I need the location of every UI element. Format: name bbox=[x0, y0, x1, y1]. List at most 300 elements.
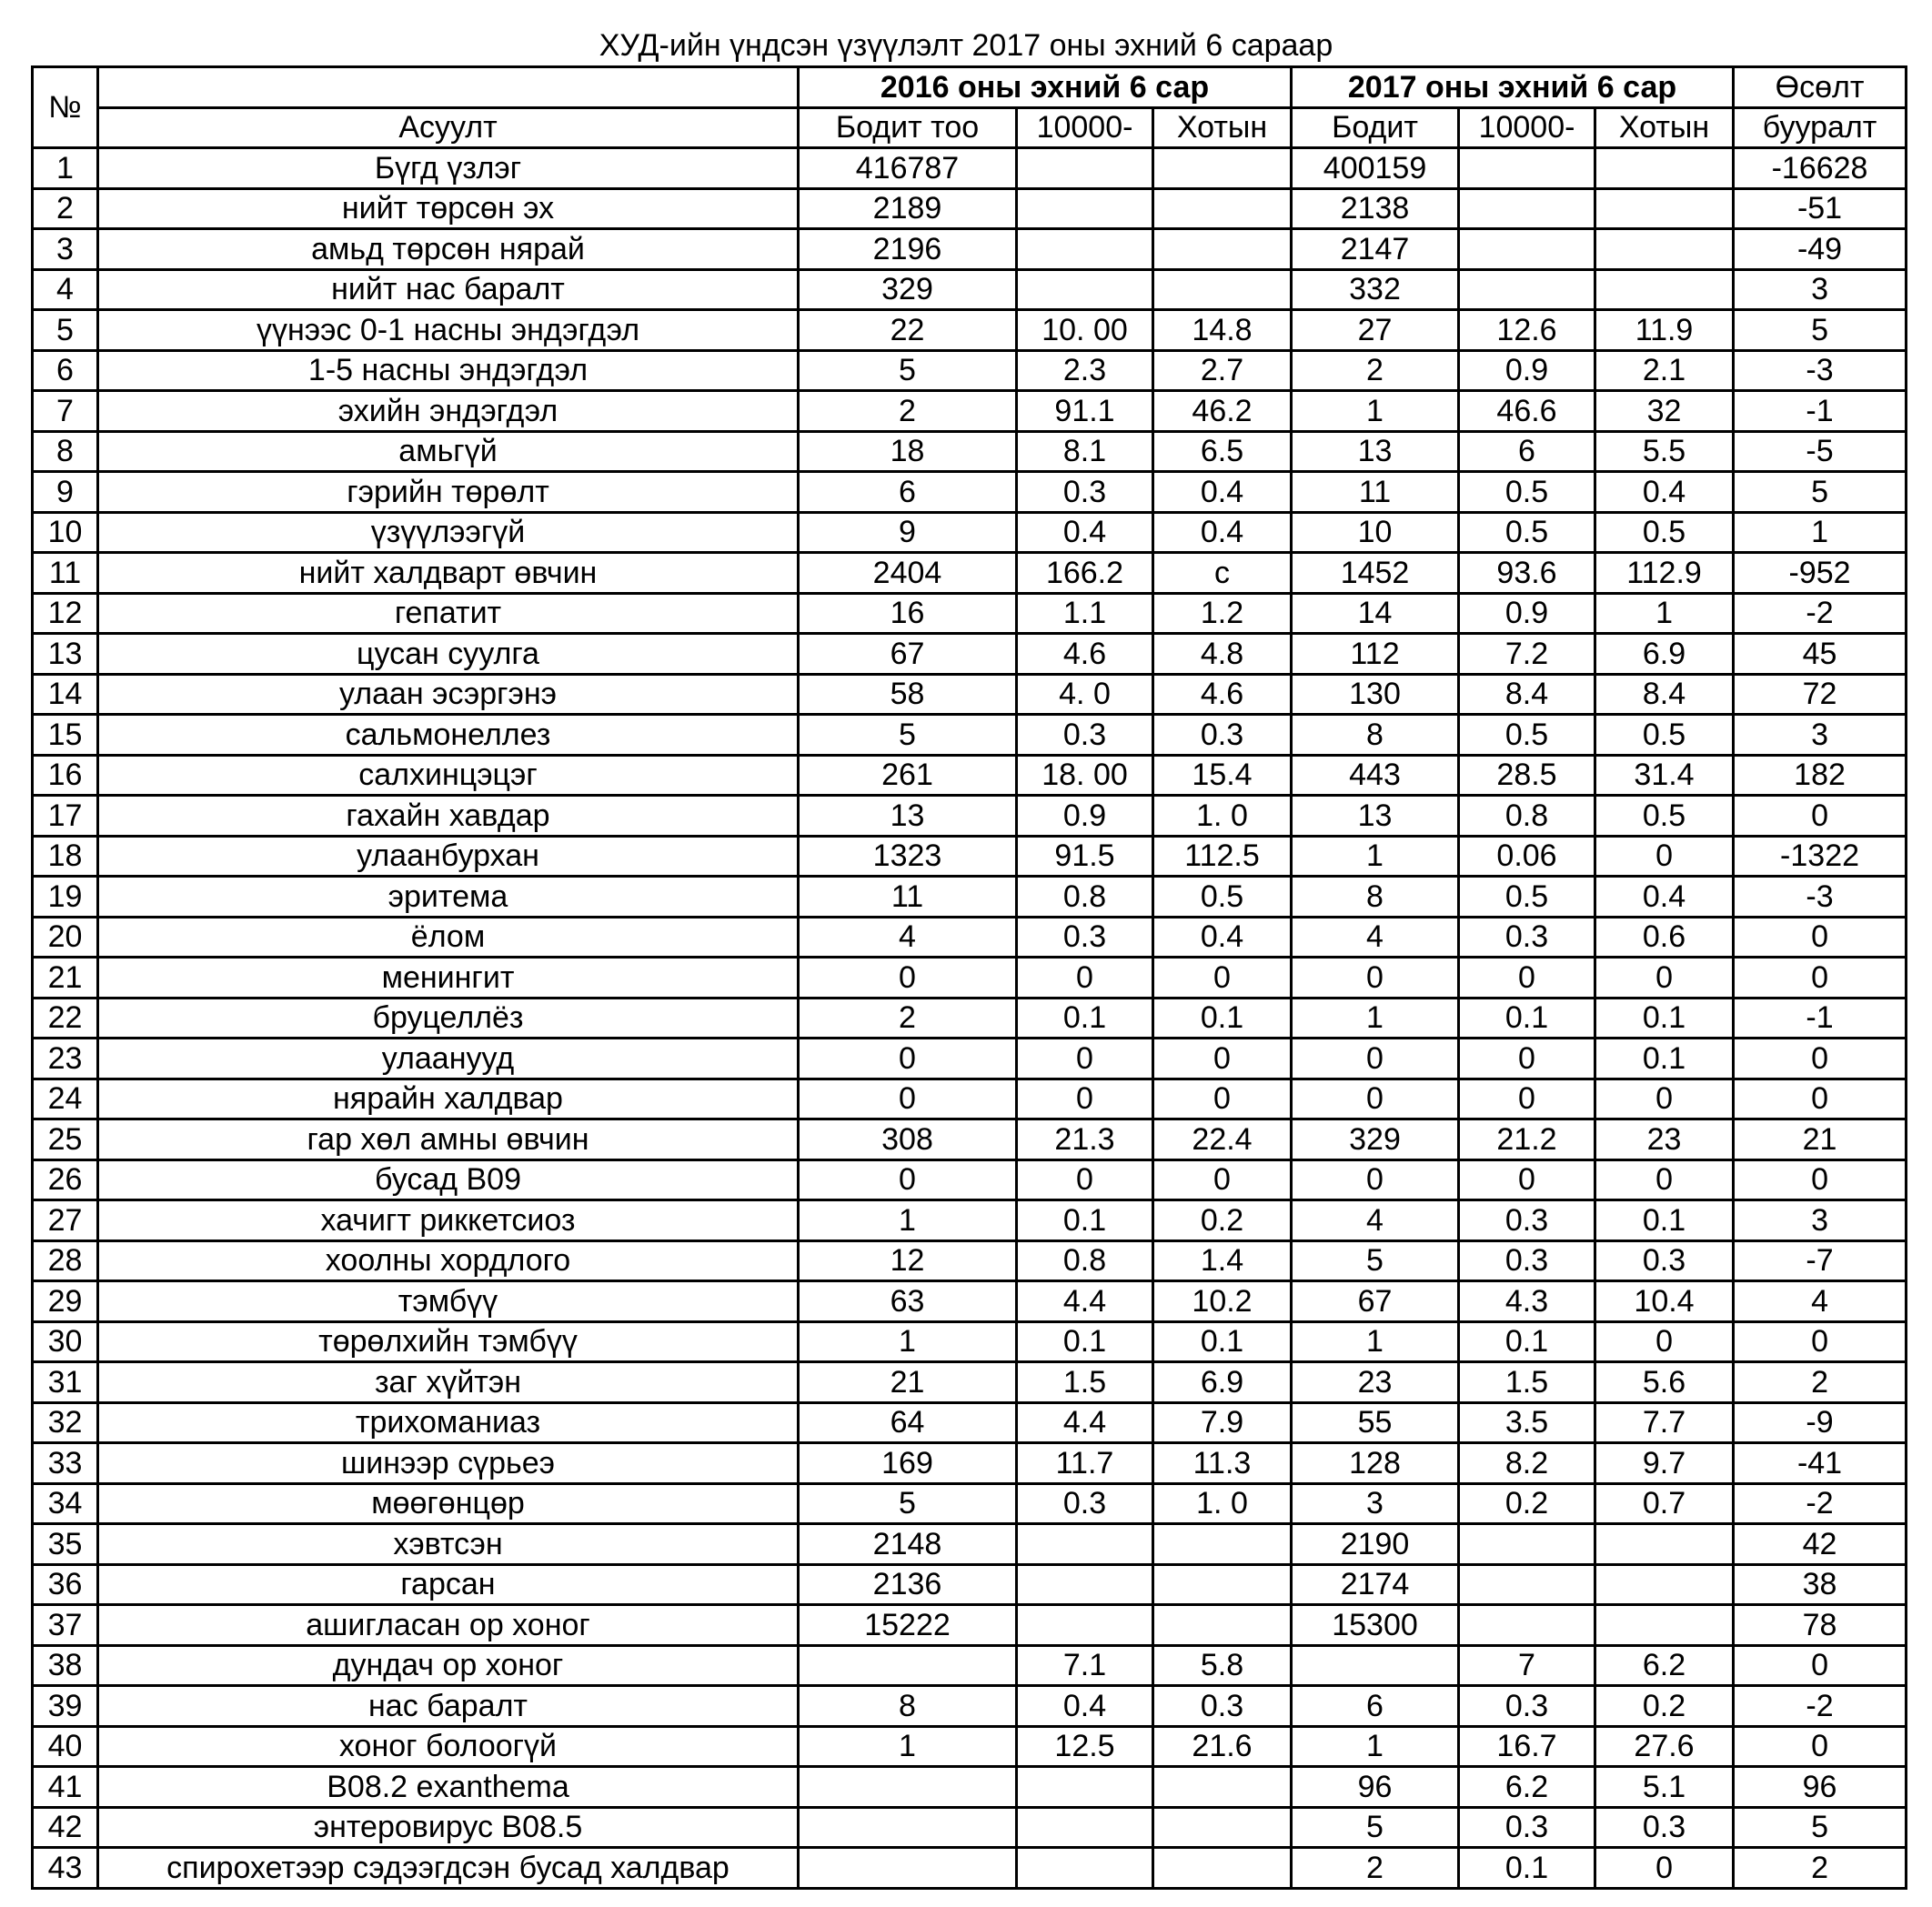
cell-actual-2016: 0 bbox=[799, 1159, 1017, 1200]
cell-row-number: 36 bbox=[33, 1564, 98, 1605]
cell-question: улаан эсэргэнэ bbox=[98, 674, 799, 715]
cell-row-number: 12 bbox=[33, 593, 98, 634]
cell-actual-2017: 96 bbox=[1292, 1767, 1459, 1808]
cell-per10000-2017: 0.1 bbox=[1459, 1848, 1595, 1889]
table-row bbox=[33, 229, 1907, 270]
cell-row-number: 28 bbox=[33, 1240, 98, 1281]
cell-city-2016 bbox=[1153, 229, 1292, 270]
table-row bbox=[33, 188, 1907, 229]
cell-row-number: 4 bbox=[33, 269, 98, 310]
cell-city-2016: 0 bbox=[1153, 1159, 1292, 1200]
cell-actual-2017: 1 bbox=[1292, 1726, 1459, 1767]
table-row bbox=[33, 1443, 1907, 1484]
cell-row-number: 19 bbox=[33, 877, 98, 918]
cell-per10000-2017: 0.3 bbox=[1459, 1240, 1595, 1281]
cell-actual-2016: 22 bbox=[799, 310, 1017, 351]
cell-city-2016: 22.4 bbox=[1153, 1119, 1292, 1160]
cell-per10000-2017: 0 bbox=[1459, 958, 1595, 999]
cell-row-number: 20 bbox=[33, 917, 98, 958]
cell-per10000-2017: 7.2 bbox=[1459, 634, 1595, 675]
cell-question: бусад В09 bbox=[98, 1159, 799, 1200]
cell-city-2017: 0.6 bbox=[1595, 917, 1734, 958]
cell-city-2016: 0.3 bbox=[1153, 715, 1292, 756]
cell-actual-2016: 5 bbox=[799, 715, 1017, 756]
cell-growth: 4 bbox=[1734, 1281, 1907, 1322]
table-row bbox=[33, 1645, 1907, 1686]
cell-question: гар хөл амны өвчин bbox=[98, 1119, 799, 1160]
cell-actual-2016: 4 bbox=[799, 917, 1017, 958]
cell-growth: 5 bbox=[1734, 1807, 1907, 1848]
cell-city-2017: 8.4 bbox=[1595, 674, 1734, 715]
cell-per10000-2016: 0 bbox=[1017, 958, 1153, 999]
cell-city-2017: 112.9 bbox=[1595, 553, 1734, 594]
cell-question: нярайн халдвар bbox=[98, 1079, 799, 1119]
cell-per10000-2016: 21.3 bbox=[1017, 1119, 1153, 1160]
cell-actual-2017: 1 bbox=[1292, 391, 1459, 432]
cell-growth: 3 bbox=[1734, 269, 1907, 310]
cell-question: нийт халдварт өвчин bbox=[98, 553, 799, 594]
cell-question: ёлом bbox=[98, 917, 799, 958]
cell-city-2016: 10.2 bbox=[1153, 1281, 1292, 1322]
cell-actual-2017: 13 bbox=[1292, 431, 1459, 472]
cell-question: төрөлхийн тэмбүү bbox=[98, 1321, 799, 1362]
cell-city-2017 bbox=[1595, 148, 1734, 189]
cell-actual-2017: 2 bbox=[1292, 350, 1459, 391]
cell-city-2017: 31.4 bbox=[1595, 755, 1734, 796]
cell-city-2016: с bbox=[1153, 553, 1292, 594]
cell-city-2016: 0 bbox=[1153, 1079, 1292, 1119]
cell-row-number: 29 bbox=[33, 1281, 98, 1322]
cell-city-2017: 0.4 bbox=[1595, 472, 1734, 513]
cell-actual-2017: 1 bbox=[1292, 836, 1459, 877]
table-row bbox=[33, 917, 1907, 958]
table-row bbox=[33, 350, 1907, 391]
cell-actual-2016 bbox=[799, 1645, 1017, 1686]
cell-city-2017 bbox=[1595, 229, 1734, 270]
table-row bbox=[33, 593, 1907, 634]
cell-per10000-2017: 1.5 bbox=[1459, 1362, 1595, 1403]
cell-city-2017 bbox=[1595, 188, 1734, 229]
cell-per10000-2016: 18. 00 bbox=[1017, 755, 1153, 796]
table-row bbox=[33, 1281, 1907, 1322]
cell-growth: -1 bbox=[1734, 998, 1907, 1039]
table-row bbox=[33, 1524, 1907, 1565]
cell-per10000-2016: 0.3 bbox=[1017, 715, 1153, 756]
table-row bbox=[33, 1079, 1907, 1119]
cell-growth: -16628 bbox=[1734, 148, 1907, 189]
cell-actual-2017 bbox=[1292, 1645, 1459, 1686]
cell-city-2017: 0.5 bbox=[1595, 512, 1734, 553]
cell-question: бруцеллёз bbox=[98, 998, 799, 1039]
cell-city-2017: 6.2 bbox=[1595, 1645, 1734, 1686]
cell-row-number: 23 bbox=[33, 1039, 98, 1079]
cell-actual-2016: 2196 bbox=[799, 229, 1017, 270]
table-row bbox=[33, 1039, 1907, 1079]
cell-per10000-2016: 10. 00 bbox=[1017, 310, 1153, 351]
table-row bbox=[33, 674, 1907, 715]
cell-growth: 38 bbox=[1734, 1564, 1907, 1605]
cell-row-number: 16 bbox=[33, 755, 98, 796]
cell-row-number: 21 bbox=[33, 958, 98, 999]
cell-city-2017: 5.5 bbox=[1595, 431, 1734, 472]
cell-growth: -51 bbox=[1734, 188, 1907, 229]
cell-per10000-2017: 0.9 bbox=[1459, 593, 1595, 634]
cell-row-number: 25 bbox=[33, 1119, 98, 1160]
cell-growth: 3 bbox=[1734, 1200, 1907, 1241]
cell-city-2017: 0 bbox=[1595, 836, 1734, 877]
cell-row-number: 37 bbox=[33, 1605, 98, 1646]
cell-city-2016: 0.4 bbox=[1153, 512, 1292, 553]
cell-row-number: 22 bbox=[33, 998, 98, 1039]
cell-growth: 21 bbox=[1734, 1119, 1907, 1160]
cell-question: трихоманиаз bbox=[98, 1402, 799, 1443]
header-2017-city: Хотын bbox=[1595, 107, 1734, 148]
cell-per10000-2016: 0.3 bbox=[1017, 472, 1153, 513]
cell-growth: 0 bbox=[1734, 1321, 1907, 1362]
cell-per10000-2017: 28.5 bbox=[1459, 755, 1595, 796]
cell-per10000-2016: 0 bbox=[1017, 1079, 1153, 1119]
table-row bbox=[33, 1848, 1907, 1889]
table-row bbox=[33, 1402, 1907, 1443]
cell-per10000-2017: 8.2 bbox=[1459, 1443, 1595, 1484]
cell-actual-2016: 5 bbox=[799, 1483, 1017, 1524]
cell-growth: -2 bbox=[1734, 1483, 1907, 1524]
cell-per10000-2017: 0.3 bbox=[1459, 1200, 1595, 1241]
cell-growth: 0 bbox=[1734, 1645, 1907, 1686]
cell-growth: 2 bbox=[1734, 1362, 1907, 1403]
table-row bbox=[33, 634, 1907, 675]
cell-actual-2016: 0 bbox=[799, 1079, 1017, 1119]
cell-row-number: 32 bbox=[33, 1402, 98, 1443]
cell-city-2016: 1. 0 bbox=[1153, 1483, 1292, 1524]
cell-per10000-2017: 0.1 bbox=[1459, 998, 1595, 1039]
cell-per10000-2017: 0 bbox=[1459, 1159, 1595, 1200]
cell-actual-2016: 12 bbox=[799, 1240, 1017, 1281]
cell-per10000-2017: 93.6 bbox=[1459, 553, 1595, 594]
header-group-2016: 2016 оны эхний 6 сар bbox=[799, 67, 1292, 108]
cell-city-2016: 21.6 bbox=[1153, 1726, 1292, 1767]
header-growth-bottom: бууралт bbox=[1734, 107, 1907, 148]
cell-city-2017: 23 bbox=[1595, 1119, 1734, 1160]
cell-actual-2017: 13 bbox=[1292, 796, 1459, 837]
cell-actual-2017: 128 bbox=[1292, 1443, 1459, 1484]
cell-city-2017: 0 bbox=[1595, 958, 1734, 999]
cell-city-2016: 0.4 bbox=[1153, 917, 1292, 958]
cell-row-number: 15 bbox=[33, 715, 98, 756]
cell-growth: 182 bbox=[1734, 755, 1907, 796]
cell-city-2017: 1 bbox=[1595, 593, 1734, 634]
cell-per10000-2017: 0.8 bbox=[1459, 796, 1595, 837]
header-row-top bbox=[33, 67, 1907, 108]
cell-city-2016: 46.2 bbox=[1153, 391, 1292, 432]
cell-growth: 42 bbox=[1734, 1524, 1907, 1565]
cell-per10000-2016: 11.7 bbox=[1017, 1443, 1153, 1484]
cell-per10000-2017: 0.5 bbox=[1459, 715, 1595, 756]
cell-actual-2017: 4 bbox=[1292, 917, 1459, 958]
cell-per10000-2016 bbox=[1017, 148, 1153, 189]
cell-row-number: 17 bbox=[33, 796, 98, 837]
cell-per10000-2016: 91.1 bbox=[1017, 391, 1153, 432]
table-row bbox=[33, 1605, 1907, 1646]
cell-row-number: 42 bbox=[33, 1807, 98, 1848]
table-row bbox=[33, 1119, 1907, 1160]
cell-question: үзүүлээгүй bbox=[98, 512, 799, 553]
cell-actual-2017: 443 bbox=[1292, 755, 1459, 796]
cell-city-2017: 5.6 bbox=[1595, 1362, 1734, 1403]
cell-per10000-2016: 0.1 bbox=[1017, 998, 1153, 1039]
cell-question: салхинцэцэг bbox=[98, 755, 799, 796]
cell-per10000-2017 bbox=[1459, 1564, 1595, 1605]
cell-per10000-2017: 0.3 bbox=[1459, 917, 1595, 958]
cell-actual-2016: 11 bbox=[799, 877, 1017, 918]
cell-actual-2016: 9 bbox=[799, 512, 1017, 553]
cell-per10000-2017: 0.5 bbox=[1459, 472, 1595, 513]
cell-city-2017 bbox=[1595, 1524, 1734, 1565]
cell-per10000-2016: 0.8 bbox=[1017, 1240, 1153, 1281]
table-row bbox=[33, 715, 1907, 756]
cell-actual-2017: 10 bbox=[1292, 512, 1459, 553]
table-row bbox=[33, 796, 1907, 837]
cell-row-number: 2 bbox=[33, 188, 98, 229]
cell-actual-2016: 416787 bbox=[799, 148, 1017, 189]
cell-growth: -2 bbox=[1734, 593, 1907, 634]
cell-actual-2016: 18 bbox=[799, 431, 1017, 472]
cell-per10000-2017: 12.6 bbox=[1459, 310, 1595, 351]
cell-actual-2017: 4 bbox=[1292, 1200, 1459, 1241]
cell-actual-2016: 0 bbox=[799, 1039, 1017, 1079]
cell-actual-2017: 5 bbox=[1292, 1807, 1459, 1848]
cell-city-2017: 0.7 bbox=[1595, 1483, 1734, 1524]
cell-actual-2016: 58 bbox=[799, 674, 1017, 715]
header-2017-actual: Бодит bbox=[1292, 107, 1459, 148]
cell-city-2016: 0.4 bbox=[1153, 472, 1292, 513]
cell-per10000-2017: 6.2 bbox=[1459, 1767, 1595, 1808]
cell-actual-2016: 63 bbox=[799, 1281, 1017, 1322]
cell-city-2017: 32 bbox=[1595, 391, 1734, 432]
cell-question: нийт нас баралт bbox=[98, 269, 799, 310]
cell-question: үүнээс 0-1 насны эндэгдэл bbox=[98, 310, 799, 351]
cell-per10000-2016: 0.3 bbox=[1017, 917, 1153, 958]
header-growth-top: Өсөлт bbox=[1734, 67, 1907, 108]
cell-per10000-2016: 0.1 bbox=[1017, 1200, 1153, 1241]
cell-actual-2016: 2148 bbox=[799, 1524, 1017, 1565]
cell-city-2017: 0.1 bbox=[1595, 1200, 1734, 1241]
cell-question: менингит bbox=[98, 958, 799, 999]
cell-city-2016: 0 bbox=[1153, 1039, 1292, 1079]
cell-row-number: 34 bbox=[33, 1483, 98, 1524]
cell-per10000-2017: 0.3 bbox=[1459, 1807, 1595, 1848]
cell-question: эритема bbox=[98, 877, 799, 918]
cell-per10000-2017: 6 bbox=[1459, 431, 1595, 472]
cell-per10000-2017: 0.3 bbox=[1459, 1686, 1595, 1727]
cell-growth: -9 bbox=[1734, 1402, 1907, 1443]
table-row bbox=[33, 1321, 1907, 1362]
cell-growth: 0 bbox=[1734, 796, 1907, 837]
cell-actual-2017: 8 bbox=[1292, 715, 1459, 756]
cell-row-number: 26 bbox=[33, 1159, 98, 1200]
cell-growth: 72 bbox=[1734, 674, 1907, 715]
cell-growth: -41 bbox=[1734, 1443, 1907, 1484]
cell-per10000-2017 bbox=[1459, 148, 1595, 189]
cell-city-2017: 2.1 bbox=[1595, 350, 1734, 391]
cell-row-number: 5 bbox=[33, 310, 98, 351]
cell-actual-2017: 27 bbox=[1292, 310, 1459, 351]
cell-actual-2017: 0 bbox=[1292, 1159, 1459, 1200]
cell-question: сальмонеллез bbox=[98, 715, 799, 756]
cell-row-number: 6 bbox=[33, 350, 98, 391]
cell-row-number: 24 bbox=[33, 1079, 98, 1119]
cell-row-number: 13 bbox=[33, 634, 98, 675]
cell-actual-2017: 23 bbox=[1292, 1362, 1459, 1403]
cell-per10000-2017: 7 bbox=[1459, 1645, 1595, 1686]
cell-actual-2016: 2189 bbox=[799, 188, 1017, 229]
cell-city-2017: 0 bbox=[1595, 1079, 1734, 1119]
cell-per10000-2016: 1.5 bbox=[1017, 1362, 1153, 1403]
cell-city-2016 bbox=[1153, 1524, 1292, 1565]
table-row bbox=[33, 1483, 1907, 1524]
cell-question: нийт төрсөн эх bbox=[98, 188, 799, 229]
table-row bbox=[33, 958, 1907, 999]
cell-city-2016: 0 bbox=[1153, 958, 1292, 999]
cell-growth: 2 bbox=[1734, 1848, 1907, 1889]
cell-per10000-2016: 4.6 bbox=[1017, 634, 1153, 675]
cell-growth: -3 bbox=[1734, 877, 1907, 918]
cell-actual-2016: 1 bbox=[799, 1726, 1017, 1767]
cell-actual-2017: 1 bbox=[1292, 998, 1459, 1039]
cell-city-2017 bbox=[1595, 269, 1734, 310]
cell-question: В08.2 exanthema bbox=[98, 1767, 799, 1808]
cell-actual-2016: 21 bbox=[799, 1362, 1017, 1403]
cell-question: улаанбурхан bbox=[98, 836, 799, 877]
table-row bbox=[33, 269, 1907, 310]
cell-actual-2016 bbox=[799, 1848, 1017, 1889]
cell-row-number: 38 bbox=[33, 1645, 98, 1686]
cell-city-2016: 6.5 bbox=[1153, 431, 1292, 472]
cell-question: амьгүй bbox=[98, 431, 799, 472]
cell-per10000-2017: 0 bbox=[1459, 1079, 1595, 1119]
cell-per10000-2017: 4.3 bbox=[1459, 1281, 1595, 1322]
cell-per10000-2017: 0 bbox=[1459, 1039, 1595, 1079]
cell-question: эхийн эндэгдэл bbox=[98, 391, 799, 432]
cell-question: хэвтсэн bbox=[98, 1524, 799, 1565]
cell-row-number: 1 bbox=[33, 148, 98, 189]
cell-question: улаанууд bbox=[98, 1039, 799, 1079]
cell-row-number: 18 bbox=[33, 836, 98, 877]
table-row bbox=[33, 1767, 1907, 1808]
cell-actual-2017: 2147 bbox=[1292, 229, 1459, 270]
cell-actual-2017: 2174 bbox=[1292, 1564, 1459, 1605]
cell-actual-2016 bbox=[799, 1767, 1017, 1808]
cell-actual-2016 bbox=[799, 1807, 1017, 1848]
cell-city-2016 bbox=[1153, 1605, 1292, 1646]
cell-actual-2016: 67 bbox=[799, 634, 1017, 675]
cell-per10000-2016: 91.5 bbox=[1017, 836, 1153, 877]
cell-per10000-2016 bbox=[1017, 1524, 1153, 1565]
cell-per10000-2016: 0.4 bbox=[1017, 512, 1153, 553]
cell-actual-2016: 8 bbox=[799, 1686, 1017, 1727]
table-row bbox=[33, 1564, 1907, 1605]
cell-row-number: 41 bbox=[33, 1767, 98, 1808]
cell-city-2016 bbox=[1153, 188, 1292, 229]
cell-city-2016: 11.3 bbox=[1153, 1443, 1292, 1484]
cell-question: дундач ор хоног bbox=[98, 1645, 799, 1686]
cell-city-2016: 14.8 bbox=[1153, 310, 1292, 351]
table-row bbox=[33, 1726, 1907, 1767]
cell-question: гепатит bbox=[98, 593, 799, 634]
cell-question: хоног болоогүй bbox=[98, 1726, 799, 1767]
cell-per10000-2016: 12.5 bbox=[1017, 1726, 1153, 1767]
header-row-bottom bbox=[33, 107, 1907, 148]
statistics-table bbox=[31, 65, 1907, 1890]
cell-per10000-2017: 0.5 bbox=[1459, 877, 1595, 918]
cell-growth: 1 bbox=[1734, 512, 1907, 553]
cell-city-2017: 5.1 bbox=[1595, 1767, 1734, 1808]
cell-row-number: 27 bbox=[33, 1200, 98, 1241]
cell-row-number: 31 bbox=[33, 1362, 98, 1403]
cell-question: хачигт риккетсиоз bbox=[98, 1200, 799, 1241]
cell-actual-2016: 15222 bbox=[799, 1605, 1017, 1646]
cell-growth: 5 bbox=[1734, 310, 1907, 351]
cell-growth: 78 bbox=[1734, 1605, 1907, 1646]
cell-growth: 0 bbox=[1734, 1159, 1907, 1200]
cell-per10000-2017: 0.9 bbox=[1459, 350, 1595, 391]
cell-city-2017 bbox=[1595, 1564, 1734, 1605]
cell-actual-2016: 261 bbox=[799, 755, 1017, 796]
cell-city-2017: 0.2 bbox=[1595, 1686, 1734, 1727]
cell-actual-2017: 67 bbox=[1292, 1281, 1459, 1322]
cell-city-2016: 0.1 bbox=[1153, 998, 1292, 1039]
cell-per10000-2017: 21.2 bbox=[1459, 1119, 1595, 1160]
cell-per10000-2017: 16.7 bbox=[1459, 1726, 1595, 1767]
header-2016-actual: Бодит тоо bbox=[799, 107, 1017, 148]
cell-question: ашигласан ор хоног bbox=[98, 1605, 799, 1646]
cell-per10000-2016 bbox=[1017, 1807, 1153, 1848]
table-body bbox=[33, 148, 1907, 1889]
table-row bbox=[33, 512, 1907, 553]
cell-city-2016: 2.7 bbox=[1153, 350, 1292, 391]
cell-city-2017: 0.1 bbox=[1595, 1039, 1734, 1079]
cell-per10000-2016: 2.3 bbox=[1017, 350, 1153, 391]
cell-city-2016: 1. 0 bbox=[1153, 796, 1292, 837]
cell-city-2016: 4.6 bbox=[1153, 674, 1292, 715]
cell-actual-2016: 2 bbox=[799, 998, 1017, 1039]
cell-question: тэмбүү bbox=[98, 1281, 799, 1322]
header-number: № bbox=[33, 67, 98, 148]
cell-growth: -952 bbox=[1734, 553, 1907, 594]
cell-question: 1-5 насны эндэгдэл bbox=[98, 350, 799, 391]
cell-city-2016: 0.5 bbox=[1153, 877, 1292, 918]
cell-row-number: 11 bbox=[33, 553, 98, 594]
cell-growth: -7 bbox=[1734, 1240, 1907, 1281]
table-row bbox=[33, 755, 1907, 796]
cell-city-2016 bbox=[1153, 1564, 1292, 1605]
cell-row-number: 14 bbox=[33, 674, 98, 715]
cell-city-2016: 7.9 bbox=[1153, 1402, 1292, 1443]
table-row bbox=[33, 391, 1907, 432]
cell-actual-2016: 16 bbox=[799, 593, 1017, 634]
cell-growth: 5 bbox=[1734, 472, 1907, 513]
cell-row-number: 8 bbox=[33, 431, 98, 472]
cell-actual-2016: 1323 bbox=[799, 836, 1017, 877]
cell-city-2016 bbox=[1153, 269, 1292, 310]
cell-per10000-2017: 46.6 bbox=[1459, 391, 1595, 432]
cell-per10000-2017 bbox=[1459, 188, 1595, 229]
cell-actual-2016: 329 bbox=[799, 269, 1017, 310]
table-row bbox=[33, 1686, 1907, 1727]
table-row bbox=[33, 998, 1907, 1039]
cell-city-2016: 1.4 bbox=[1153, 1240, 1292, 1281]
cell-city-2016 bbox=[1153, 1807, 1292, 1848]
